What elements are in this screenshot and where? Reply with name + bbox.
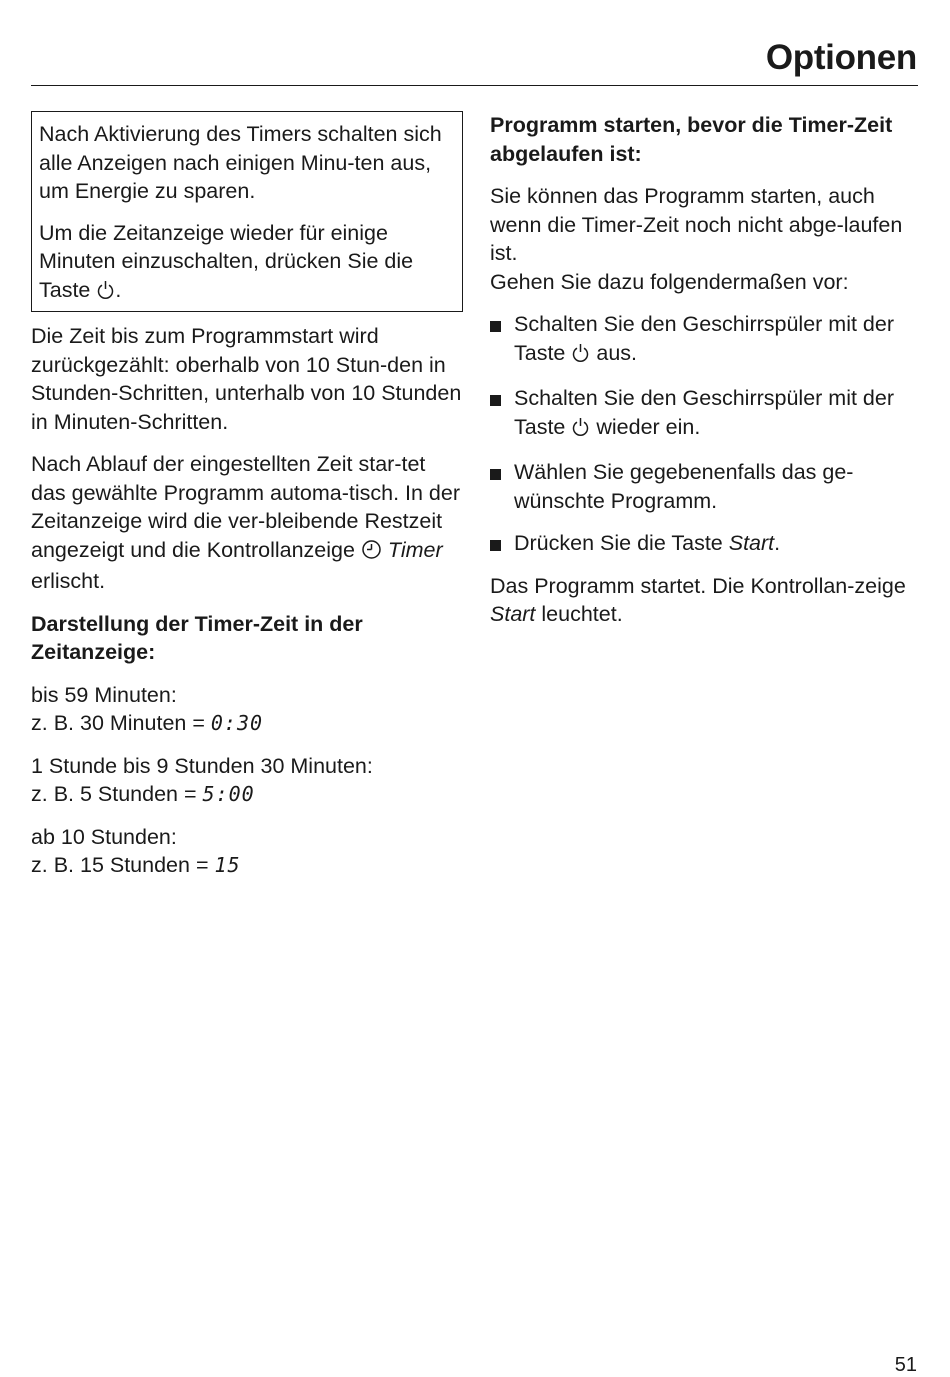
intro-line-1: Sie können das Programm starten, auch wenn die Timer-Zeit noch nicht abge-laufen ist.: [490, 184, 903, 265]
note-p2-text: Um die Zeitanzeige wieder für einige Minuten einzuschalten, drücken Sie die Taste: [39, 220, 414, 302]
example-3: [31, 823, 463, 880]
result-paragraph: [490, 572, 922, 629]
power-icon: [96, 279, 115, 308]
example-2-range: 1 Stunde bis 9 Stunden 30 Minuten:: [31, 753, 373, 778]
example-1-display: 0:30: [210, 711, 264, 735]
power-icon: [571, 416, 590, 445]
start-early-heading: Programm starten, bevor die Timer-Zeit abgelaufen ist:: [490, 113, 893, 166]
note-p2-suffix: .: [115, 277, 122, 302]
list-item: [490, 458, 922, 515]
example-1-label: z. B. 30 Minuten =: [31, 711, 205, 735]
step-3-text: Wählen Sie gegebenenfalls das ge-wünschte Programm.: [514, 460, 854, 513]
clock-icon: [361, 539, 382, 568]
bullet-square: [490, 469, 501, 480]
after-time-suffix: erlischt.: [31, 569, 106, 593]
countdown-paragraph: Die Zeit bis zum Programmstart wird zurückgezählt: oberhalb von 10 Stun-den in Stunden-Schritten, unterhalb von 10 Stunden in Minuten-Schritten.: [31, 324, 462, 434]
start-indicator-label: Start: [490, 602, 536, 626]
note-paragraph-2: [39, 219, 455, 308]
power-icon: [571, 342, 590, 371]
bullet-square: [490, 321, 501, 332]
list-item: [490, 310, 922, 370]
after-time-paragraph: [31, 450, 463, 596]
after-time-text: Nach Ablauf der eingestellten Zeit star-tet das gewählte Programm automa-tisch. In der Zeitanzeige wird die ver-bleibende Restzeit angezeigt und die Kontrollanzeige: [31, 452, 461, 562]
list-item: [490, 529, 922, 558]
example-2: [31, 752, 463, 809]
page-title: Optionen: [765, 38, 917, 77]
left-column: [31, 111, 463, 894]
timer-label: Timer: [387, 537, 443, 562]
step-2-suffix: wieder ein.: [596, 414, 701, 439]
right-column: [490, 111, 922, 643]
bullet-square: [490, 395, 501, 406]
start-label: Start: [728, 531, 775, 555]
example-2-display: 5:00: [202, 782, 255, 806]
step-1-suffix: aus.: [596, 340, 637, 365]
note-paragraph-1: Nach Aktivierung des Timers schalten sich alle Anzeigen nach einigen Minu-ten aus, um Energie zu sparen.: [39, 122, 442, 203]
bullet-square: [490, 540, 501, 551]
page-number: 51: [894, 1354, 917, 1376]
start-early-intro: [490, 182, 922, 296]
intro-line-2: Gehen Sie dazu folgendermaßen vor:: [490, 269, 849, 294]
list-item: [490, 384, 922, 444]
example-2-label: z. B. 5 Stunden =: [31, 782, 197, 806]
step-4-suffix: .: [774, 531, 781, 555]
note-box: [31, 111, 463, 312]
example-1: [31, 681, 463, 738]
example-3-display: 15: [214, 853, 241, 877]
result-text: Das Programm startet. Die Kontrollan-zeige: [490, 573, 906, 598]
result-suffix: leuchtet.: [541, 602, 623, 626]
header-rule: [31, 85, 918, 86]
timer-display-heading: Darstellung der Timer-Zeit in der Zeitanzeige:: [31, 611, 363, 664]
step-4-text: Drücken Sie die Taste: [514, 531, 723, 555]
example-3-label: z. B. 15 Stunden =: [31, 853, 209, 877]
steps-list: [490, 310, 922, 558]
step-1-text: Schalten Sie den Geschirrspüler mit der Taste: [514, 312, 895, 365]
step-2-text: Schalten Sie den Geschirrspüler mit der Taste: [514, 386, 895, 439]
example-1-range: bis 59 Minuten:: [31, 682, 177, 707]
example-3-range: ab 10 Stunden:: [31, 824, 177, 849]
